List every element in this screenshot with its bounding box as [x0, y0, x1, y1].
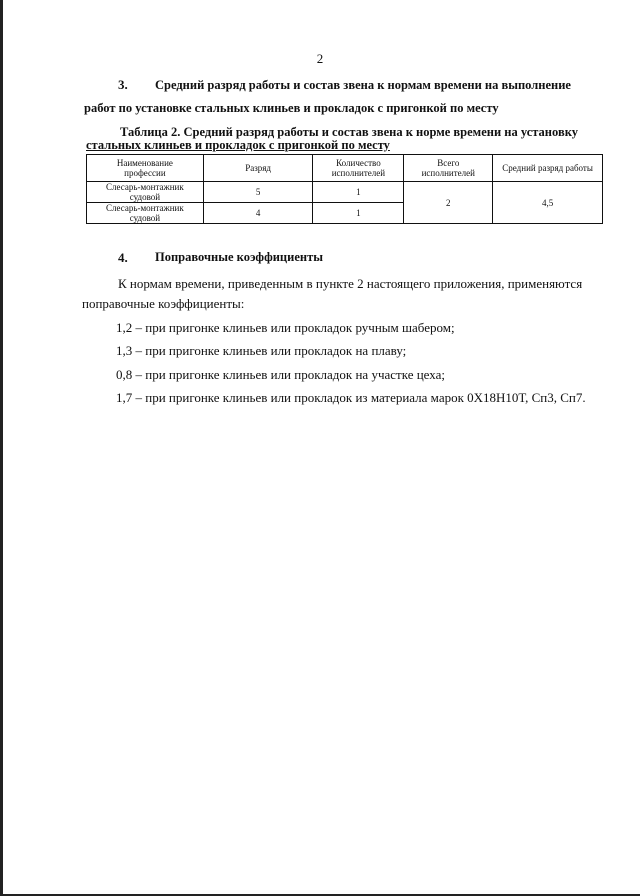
cell-count: 1 — [313, 182, 404, 203]
cell-grade: 4 — [203, 203, 313, 224]
cell-profession — [87, 203, 204, 224]
header-profession — [87, 155, 204, 182]
header-profession-line2: профессии — [124, 168, 166, 178]
page-number: 2 — [316, 51, 324, 66]
section-3-title-line2: работ по установке стальных клиньев и прокладок с пригонкой по месту — [84, 101, 499, 115]
cell-grade: 5 — [203, 182, 313, 203]
cell-avg-grade: 4,5 — [493, 182, 603, 224]
header-avg-grade: Средний разряд работы — [493, 155, 603, 182]
coefficient-item: 1,2 – при пригонке клиньев или прокладок ручным шабером; — [116, 320, 455, 335]
coefficient-item: 1,3 – при пригонке клиньев или прокладок на плаву; — [116, 343, 407, 358]
header-total-line1: Всего — [437, 158, 460, 168]
cell-profession-line2: судовой — [129, 192, 161, 202]
section-4-title: Поправочные коэффициенты — [155, 250, 323, 264]
header-total — [404, 155, 493, 182]
scan-edge-left — [0, 0, 3, 896]
table-row — [87, 182, 603, 203]
table-caption-line2: стальных клиньев и прокладок с пригонкой по месту — [86, 138, 390, 152]
cell-count: 1 — [313, 203, 404, 224]
section-4-intro-line1: К нормам времени, приведенным в пункте 2 настоящего приложения, применяются — [118, 276, 583, 291]
section-4-intro-line2: поправочные коэффициенты: — [82, 296, 245, 311]
header-profession-line1: Наименование — [116, 158, 173, 168]
cell-profession-line1: Слесарь-монтажник — [106, 182, 184, 192]
header-total-line2: исполнителей — [421, 168, 475, 178]
header-grade: Разряд — [203, 155, 313, 182]
header-count — [313, 155, 404, 182]
section-3-title-line1: Средний разряд работы и состав звена к нормам времени на выполнение — [155, 78, 571, 92]
table-header-row — [87, 155, 603, 182]
header-count-line2: исполнителей — [331, 168, 386, 178]
header-count-line1: Количество — [336, 158, 381, 168]
crew-grade-table — [86, 154, 603, 224]
section-3-number: 3. — [118, 77, 128, 92]
table-caption-line1: Таблица 2. Средний разряд работы и состав звена к норме времени на установку — [120, 125, 578, 139]
coefficient-item: 1,7 – при пригонке клиньев или прокладок из материала марок 0Х18Н10Т, Сп3, Сп7. — [116, 390, 586, 405]
section-4-number: 4. — [118, 250, 128, 265]
cell-profession-line2: судовой — [129, 213, 161, 223]
coefficient-item: 0,8 – при пригонке клиньев или прокладок на участке цеха; — [116, 367, 445, 382]
cell-profession-line1: Слесарь-монтажник — [106, 203, 184, 213]
cell-profession — [87, 182, 204, 203]
cell-total: 2 — [404, 182, 493, 224]
